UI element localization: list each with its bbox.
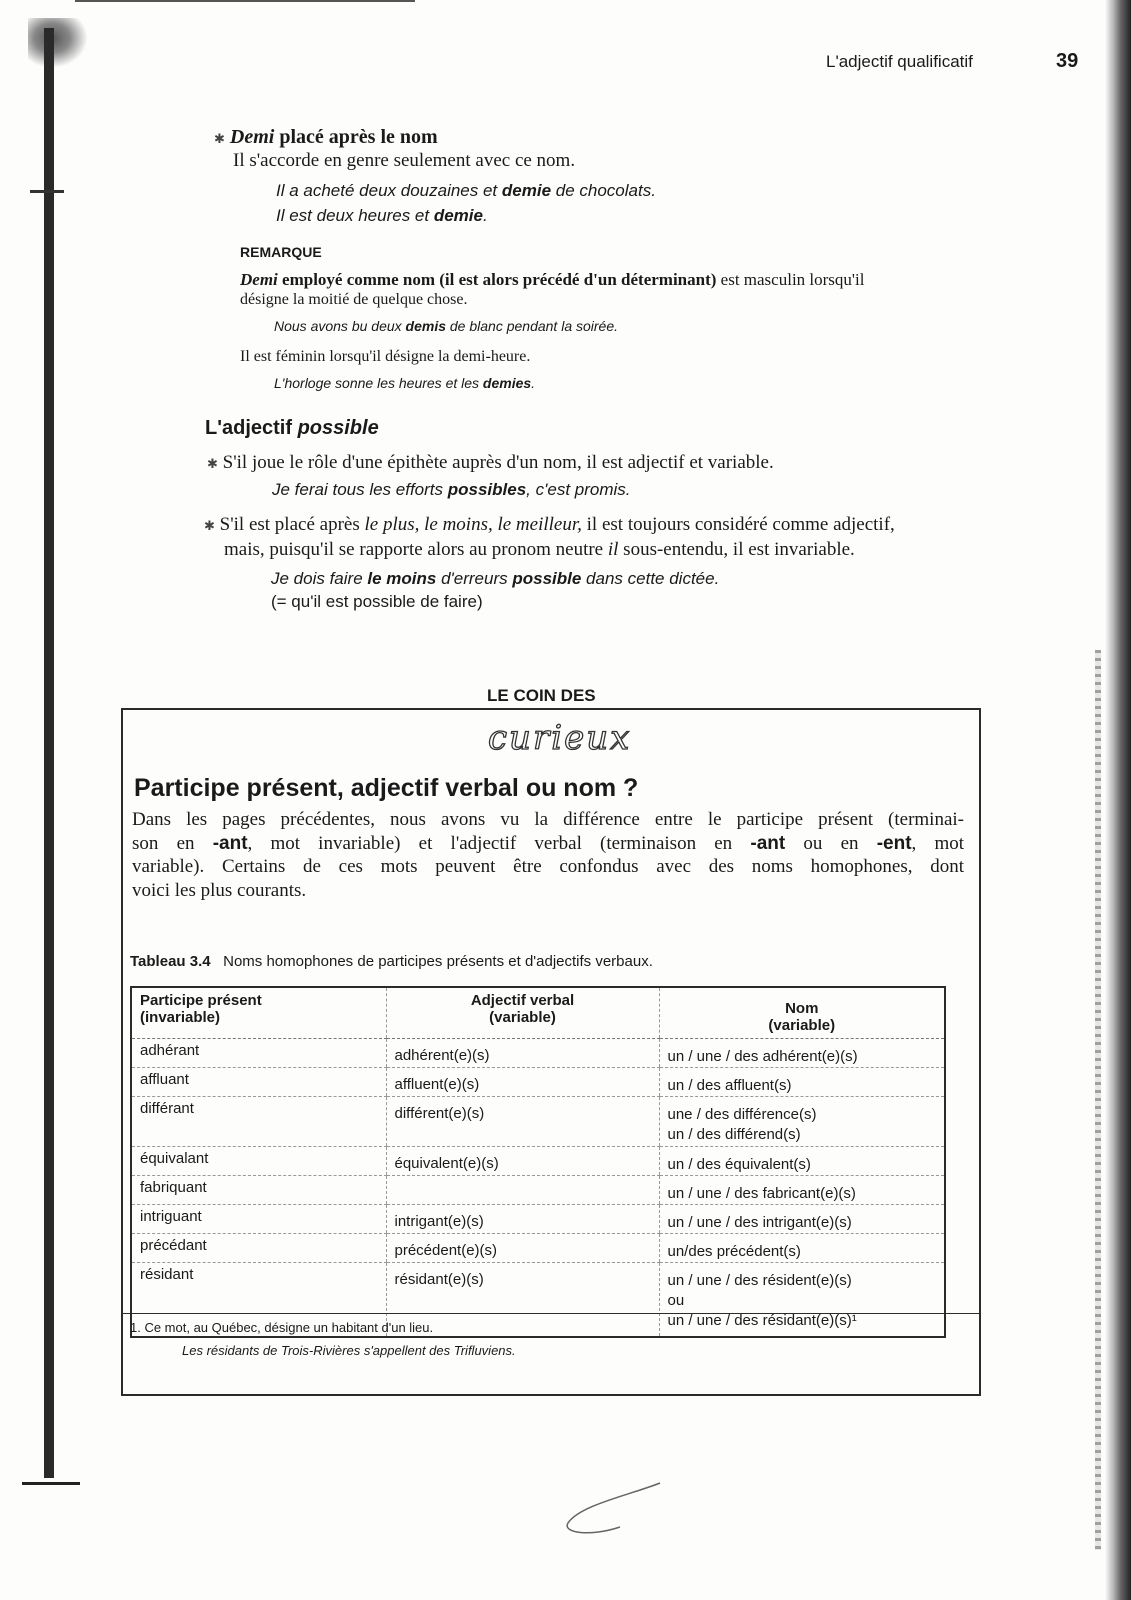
possible-heading: L'adjectif possible bbox=[205, 417, 379, 439]
scan-binding-shadow bbox=[28, 18, 88, 68]
participe-present-cell: différant bbox=[131, 1097, 386, 1147]
demi-rule: Il s'accorde en genre seulement avec ce nom. bbox=[233, 150, 576, 171]
bullet-icon: ✱ bbox=[204, 518, 215, 533]
nom-line: un / une / des adhérent(e)(s) bbox=[667, 1048, 858, 1065]
table-row bbox=[131, 1068, 945, 1097]
adjectif-verbal-cell: résidant(e)(s) bbox=[386, 1263, 659, 1337]
table-header-row bbox=[131, 987, 945, 1039]
nom-line: une / des différence(s) bbox=[667, 1106, 817, 1123]
table-row bbox=[131, 1097, 945, 1147]
remarque-example-2: L'horloge sonne les heures et les demies. bbox=[274, 375, 536, 391]
possible-rule-1: ✱ S'il joue le rôle d'une épithète auprès d'un nom, il est adjectif et variable. bbox=[207, 452, 774, 473]
remarque-line-3: Il est féminin lorsqu'il désigne la demi-heure. bbox=[240, 348, 531, 365]
participe-present-cell: fabriquant bbox=[131, 1176, 386, 1205]
nom-line: un / des affluent(s) bbox=[667, 1077, 792, 1094]
homophones-table bbox=[130, 986, 946, 1338]
nom-cell bbox=[659, 1039, 945, 1068]
adjectif-verbal-cell: équivalent(e)(s) bbox=[386, 1147, 659, 1176]
scan-top-edge bbox=[75, 0, 415, 2]
remarque-line-1: Demi employé comme nom (il est alors précédé d'un déterminant) est masculin lorsqu'il bbox=[240, 270, 865, 289]
table-row bbox=[131, 1176, 945, 1205]
scan-bottom-mark bbox=[22, 1482, 80, 1485]
adjectif-verbal-cell: adhérent(e)(s) bbox=[386, 1039, 659, 1068]
running-title: L'adjectif qualificatif bbox=[826, 52, 973, 71]
table-row bbox=[131, 1205, 945, 1234]
scan-right-texture bbox=[1095, 650, 1101, 1550]
remarque-label: REMARQUE bbox=[240, 244, 322, 260]
table-row bbox=[131, 1234, 945, 1263]
bullet-icon: ✱ bbox=[214, 131, 225, 146]
column-header: Nom (variable) bbox=[659, 987, 945, 1039]
scan-binding-mark bbox=[30, 190, 64, 193]
possible-rule-2-cont: mais, puisqu'il se rapporte alors au pronom neutre il sous-entendu, il est invariable. bbox=[224, 539, 855, 560]
participe-present-cell: résidant bbox=[140, 1266, 194, 1283]
participe-present-cell: affluant bbox=[131, 1068, 386, 1097]
demi-example-2: Il est deux heures et demie. bbox=[276, 206, 488, 225]
possible-example-1: Je ferai tous les efforts possibles, c'est promis. bbox=[272, 480, 631, 499]
nom-line: un / une / des fabricant(e)(s) bbox=[667, 1185, 856, 1202]
nom-cell bbox=[659, 1234, 945, 1263]
box-label-top: LE COIN DES bbox=[483, 686, 600, 706]
remarque-line-2: désigne la moitié de quelque chose. bbox=[240, 291, 468, 308]
page-number: 39 bbox=[1056, 50, 1079, 72]
nom-line: un / une / des résidant(e)(s)¹ bbox=[667, 1312, 857, 1329]
footnote: 1. Ce mot, au Québec, désigne un habitant d'un lieu. bbox=[130, 1320, 434, 1335]
remarque-example-1: Nous avons bu deux demis de blanc pendant la soirée. bbox=[274, 318, 619, 334]
demi-heading: ✱ Demi placé après le nom bbox=[214, 126, 438, 148]
column-header: Adjectif verbal (variable) bbox=[386, 987, 659, 1039]
box-paragraph-line: son en -ant, mot invariable) et l'adjectif verbal (terminaison en -ant ou en -ent, mot bbox=[132, 832, 965, 854]
adjectif-verbal-cell: précédent(e)(s) bbox=[386, 1234, 659, 1263]
box-heading: Participe présent, adjectif verbal ou nom ? bbox=[134, 774, 639, 802]
nom-cell bbox=[659, 1097, 945, 1147]
nom-line: un / des différend(s) bbox=[667, 1126, 801, 1143]
box-label-script: curieux bbox=[488, 718, 632, 758]
box-paragraph-line: voici les plus courants. bbox=[132, 879, 307, 901]
nom-cell bbox=[659, 1205, 945, 1234]
nom-line: un / des équivalent(s) bbox=[667, 1156, 811, 1173]
box-paragraph-line: Dans les pages précédentes, nous avons vu la différence entre le participe présent (terminai- bbox=[132, 809, 964, 830]
possible-rule-2: ✱ S'il est placé après le plus, le moins, le meilleur, il est toujours considéré comme adjectif, bbox=[204, 514, 895, 535]
participe-present-cell: équivalant bbox=[131, 1147, 386, 1176]
table-row bbox=[131, 1039, 945, 1068]
possible-example-2: Je dois faire le moins d'erreurs possible dans cette dictée. bbox=[271, 569, 720, 588]
demi-example-1: Il a acheté deux douzaines et demie de chocolats. bbox=[276, 181, 656, 200]
pen-scribble bbox=[560, 1475, 670, 1545]
footnote-separator bbox=[121, 1313, 981, 1314]
adjectif-verbal-cell: affluent(e)(s) bbox=[386, 1068, 659, 1097]
scan-right-edge bbox=[1105, 0, 1131, 1600]
nom-cell bbox=[659, 1147, 945, 1176]
table-caption: Tableau 3.4 Noms homophones de participes présents et d'adjectifs verbaux. bbox=[130, 953, 653, 970]
adjectif-verbal-cell: intrigant(e)(s) bbox=[386, 1205, 659, 1234]
adjectif-verbal-cell: différent(e)(s) bbox=[386, 1097, 659, 1147]
nom-line: un / une / des intrigant(e)(s) bbox=[667, 1214, 852, 1231]
nom-line: un/des précédent(s) bbox=[667, 1243, 801, 1260]
bullet-icon: ✱ bbox=[207, 456, 218, 471]
nom-cell bbox=[659, 1176, 945, 1205]
nom-line: un / une / des résident(e)(s) bbox=[667, 1272, 852, 1289]
nom-cell bbox=[659, 1263, 945, 1337]
participe-present-cell: adhérant bbox=[131, 1039, 386, 1068]
scan-binding-edge bbox=[44, 28, 54, 1478]
nom-cell bbox=[659, 1068, 945, 1097]
participe-present-cell: intriguant bbox=[131, 1205, 386, 1234]
footnote-example: Les résidants de Trois-Rivières s'appellent des Trifluviens. bbox=[182, 1343, 516, 1358]
box-paragraph bbox=[132, 808, 964, 902]
participe-present-cell: précédant bbox=[131, 1234, 386, 1263]
possible-example-2-note: (= qu'il est possible de faire) bbox=[271, 592, 483, 611]
column-header: Participe présent (invariable) bbox=[131, 987, 386, 1039]
table-row bbox=[131, 1147, 945, 1176]
nom-line: ou bbox=[667, 1292, 685, 1309]
box-paragraph-line: variable). Certains de ces mots peuvent être confondus avec des noms homophones, dont bbox=[132, 856, 964, 877]
adjectif-verbal-cell bbox=[386, 1176, 659, 1205]
